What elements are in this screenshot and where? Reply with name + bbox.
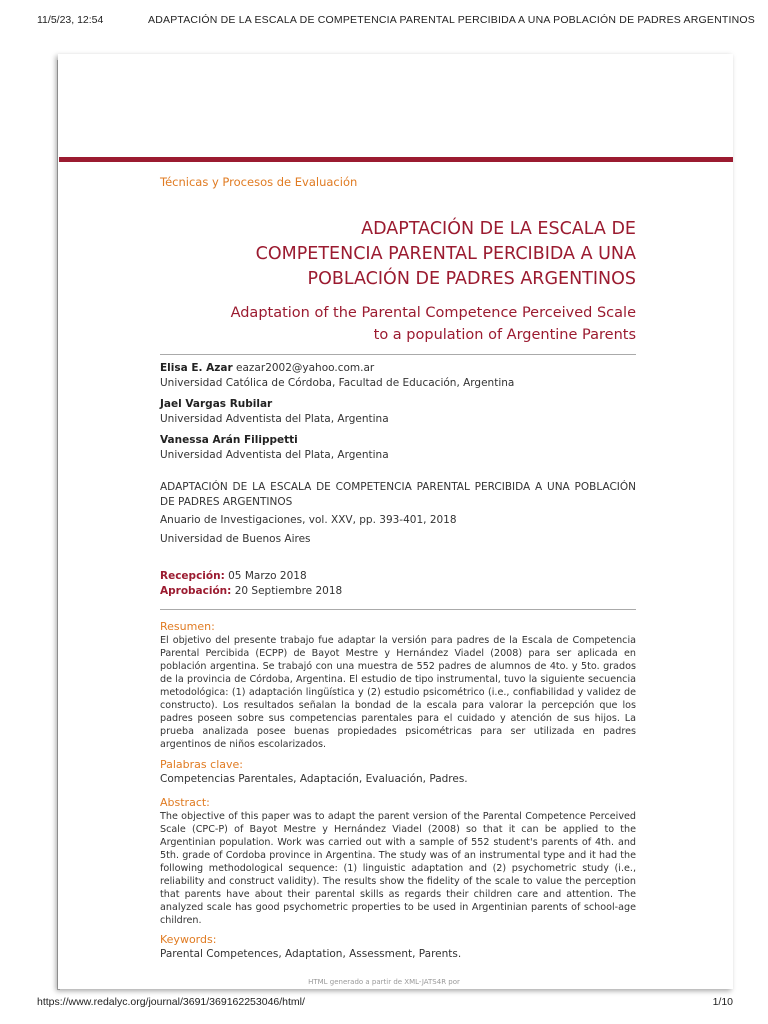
resumen-section [160,619,636,751]
article-title-es: ADAPTACIÓN DE LA ESCALA DE COMPETENCIA PARENTAL PERCIBIDA A UNA POBLACIÓN DE PADRES ARGENTINOS [255,219,636,289]
reception-date: 05 Marzo 2018 [228,570,307,582]
author-affiliation: Universidad Adventista del Plata, Argentina [160,413,389,425]
article-title-en: Adaptation of the Parental Competence Perceived Scale to a population of Argentine Parents [230,305,636,343]
keywords-section [160,932,636,962]
citation-title: ADAPTACIÓN DE LA ESCALA DE COMPETENCIA PARENTAL PERCIBIDA A UNA POBLACIÓN DE PADRES ARGENTINOS [160,481,636,508]
approval-label: Aprobación: [160,585,232,597]
dates [160,569,636,599]
author-3 [160,433,636,463]
divider [160,354,636,355]
author-name: Elisa E. Azar [160,362,233,374]
resumen-text: El objetivo del presente trabajo fue adaptar la versión para padres de la Escala de Competencia Parental Percibida (ECPP) de Bayot Mestre y Hernández Viadel (2008) para ser aplicada en población argentina. Se trabajó con una muestra de 552 padres de alumnos de 4to. y 5to. grados de la provincia de Córdoba, Argentina. El estudio de tipo instrumental, tuvo la siguiente secuencia metodológica: (1) adaptación lingüística y (2) estudio psicométrico (i.e., confiabilidad y validez de constructo). Los resultados señalan la bondad de la escala para valorar la percepción que los padres poseen sobre sus competencias parentales para el cuidado y atención de sus hijos. La prueba analizada posee buenas propiedades psicométricas para ser utilizada en padres argentinos de niños escolarizados. [160,635,636,750]
palabras-label: Palabras clave: [160,758,243,771]
header-rule [59,157,733,162]
citation-journal: Anuario de Investigaciones, vol. XXV, pp. 393-401, 2018 [160,514,457,526]
print-document-title: ADAPTACIÓN DE LA ESCALA DE COMPETENCIA PARENTAL PERCIBIDA A UNA POBLACIÓN DE PADRES ARGENTINOS [148,14,755,26]
palabras-text: Competencias Parentales, Adaptación, Evaluación, Padres. [160,773,468,785]
abstract-section [160,795,636,927]
author-1 [160,361,636,391]
approval-date: 20 Septiembre 2018 [234,585,343,597]
print-url[interactable]: https://www.redalyc.org/journal/3691/369162253046/html/ [37,996,305,1008]
divider [160,609,636,610]
print-date: 11/5/23, 12:54 [37,14,104,26]
abstract-text: The objective of this paper was to adapt the parent version of the Parental Competence Perceived Scale (CPC-P) of Bayot Mestre y Hernández Viadel (2008) so that it can be applied to the Argentinian population. Work was carried out with a sample of 552 student's parents of 4th. and 5th. grade of Cordoba province in Argentina. The study was of an instrumental type and it had the following methodological sequence: (1) linguistic adaptation and (2) psychometric study (i.e., reliability and construct validity). The results show the fidelity of the scale to value the perception that parents have about their parental skills as regards their children care and attention. The analyzed scale has good psychometric properties to be used in Argentinian parents of school-age children. [160,811,636,926]
author-name: Vanessa Arán Filippetti [160,434,298,446]
footer-note: HTML generado a partir de XML-JATS4R por [308,978,460,986]
citation-publisher: Universidad de Buenos Aires [160,533,311,545]
author-affiliation: Universidad Católica de Córdoba, Facultad de Educación, Argentina [160,377,515,389]
keywords-text: Parental Competences, Adaptation, Assessment, Parents. [160,948,462,960]
author-email[interactable]: eazar2002@yahoo.com.ar [236,362,375,374]
author-2 [160,397,636,427]
resumen-label: Resumen: [160,620,215,633]
palabras-section [160,757,636,787]
keywords-label: Keywords: [160,933,217,946]
author-name: Jael Vargas Rubilar [160,398,273,410]
page-number: 1/10 [712,996,733,1008]
section-label: Técnicas y Procesos de Evaluación [160,175,358,189]
author-affiliation: Universidad Adventista del Plata, Argentina [160,449,389,461]
abstract-label: Abstract: [160,796,210,809]
reception-label: Recepción: [160,570,225,582]
